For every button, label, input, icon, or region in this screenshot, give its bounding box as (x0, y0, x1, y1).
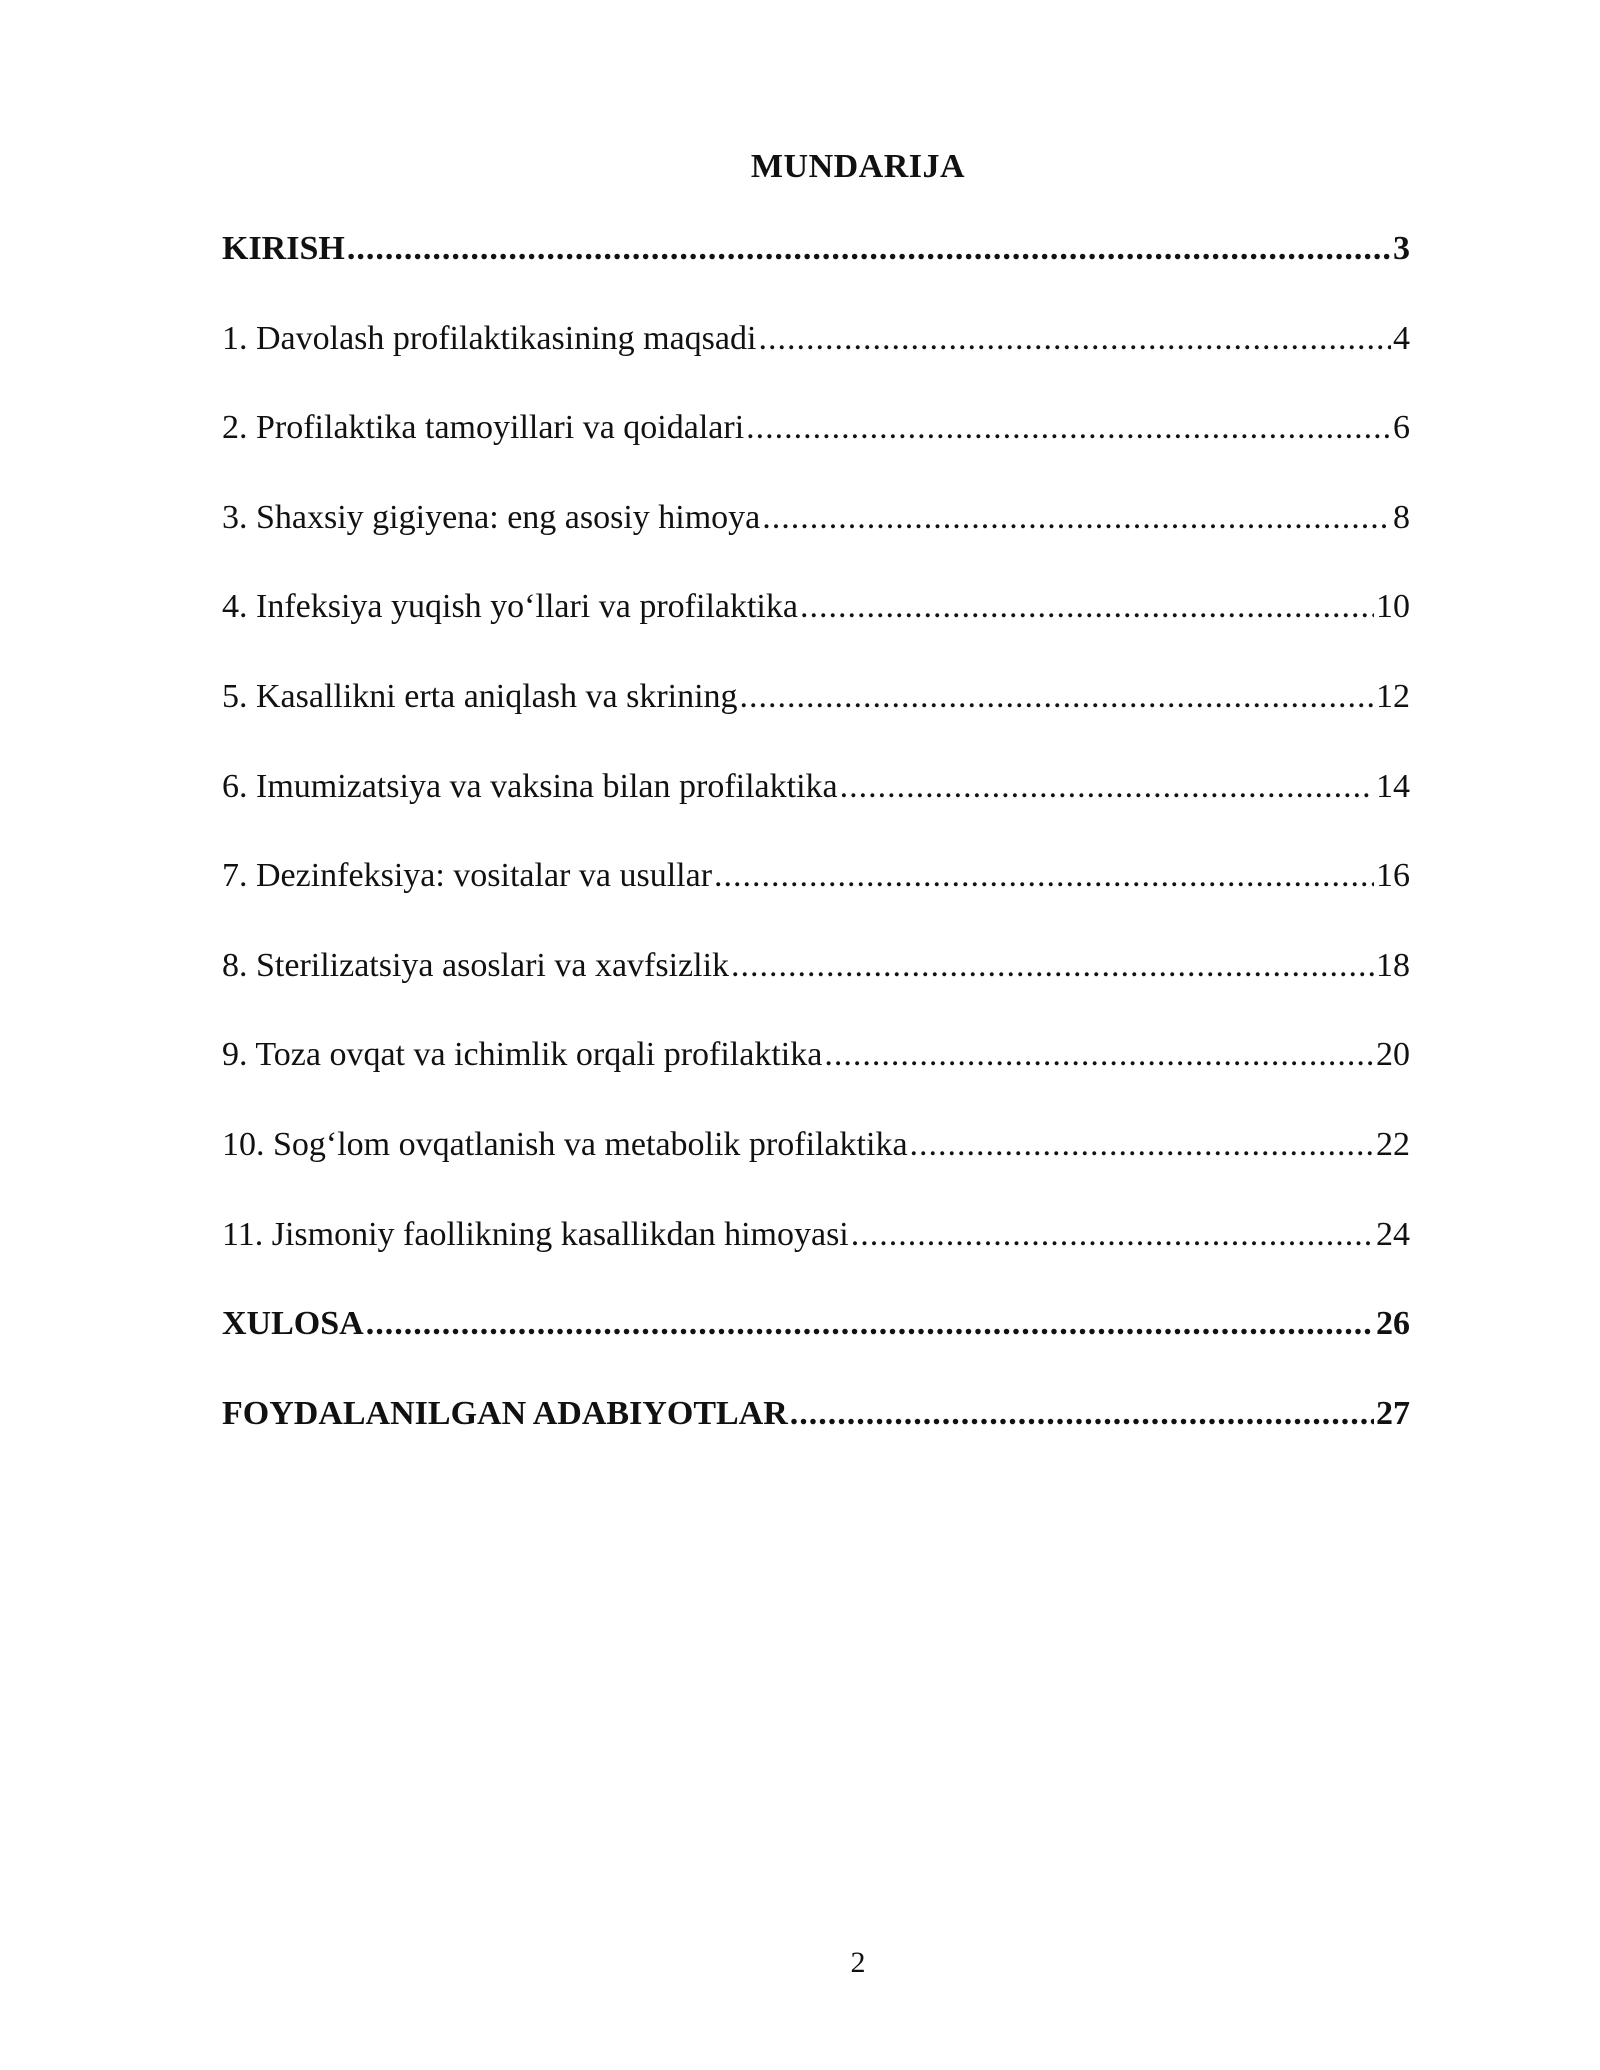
toc-entry-title: 1. Davolash profilaktikasining maqsadi (222, 319, 757, 357)
toc-page-number: 3 (1393, 230, 1410, 267)
toc-dot-leader (746, 402, 1391, 454)
toc-entry-title: 4. Infeksiya yuqish yo‘llari va profilaktika (222, 588, 798, 626)
toc-entry-title: 7. Dezinfeksiya: vositalar va usullar (222, 857, 713, 895)
toc-dot-leader (840, 761, 1374, 813)
toc-dot-leader (790, 1388, 1374, 1440)
toc-entry-title: 6. Imumizatsiya va vaksina bilan profilaktika (222, 767, 838, 805)
toc-page-number: 14 (1376, 767, 1410, 805)
toc-dot-leader (366, 1298, 1374, 1350)
toc-entry[interactable] (222, 1119, 1410, 1209)
toc-page-number: 20 (1376, 1036, 1410, 1074)
toc-entry-title: KIRISH (222, 230, 345, 267)
toc-page-number: 24 (1376, 1215, 1410, 1253)
toc-dot-leader (347, 223, 1391, 275)
toc-entry[interactable] (222, 850, 1410, 940)
toc-page-number: 18 (1376, 946, 1410, 984)
toc-dot-leader (800, 581, 1374, 633)
toc-page-number: 8 (1393, 498, 1410, 536)
toc-page-number: 6 (1393, 409, 1410, 447)
toc-page-number: 26 (1376, 1305, 1410, 1343)
toc-entry-title: 8. Sterilizatsiya asoslari va xavfsizlik (222, 946, 730, 984)
toc-page-number: 27 (1376, 1394, 1410, 1432)
toc-dot-leader (714, 850, 1374, 902)
toc-dot-leader (762, 492, 1391, 544)
toc-dot-leader (910, 1119, 1374, 1171)
table-of-contents (222, 223, 1410, 1477)
toc-entry[interactable] (222, 313, 1410, 403)
toc-entry[interactable] (222, 1388, 1410, 1478)
toc-page-number: 4 (1393, 319, 1410, 357)
toc-entry-title: 9. Toza ovqat va ichimlik orqali profilaktika (222, 1036, 823, 1074)
toc-entry[interactable] (222, 1209, 1410, 1299)
toc-dot-leader (824, 1029, 1374, 1081)
toc-entry[interactable] (222, 581, 1410, 671)
toc-entry[interactable] (222, 1029, 1410, 1119)
toc-page-number: 10 (1376, 588, 1410, 626)
toc-entry[interactable] (222, 761, 1410, 851)
toc-entry[interactable] (222, 402, 1410, 492)
toc-entry[interactable] (222, 1298, 1410, 1388)
toc-entry[interactable] (222, 223, 1410, 313)
toc-dot-leader (731, 940, 1374, 992)
toc-dot-leader (740, 671, 1374, 723)
toc-dot-leader (851, 1209, 1374, 1261)
toc-entry[interactable] (222, 492, 1410, 582)
toc-entry-title: 10. Sog‘lom ovqatlanish va metabolik profilaktika (222, 1125, 908, 1163)
toc-entry-title: 3. Shaxsiy gigiyena: eng asosiy himoya (222, 498, 761, 536)
toc-entry-title: XULOSA (222, 1305, 364, 1343)
toc-entry-title: FOYDALANILGAN ADABIYOTLAR (222, 1394, 788, 1432)
toc-entry-title: 5. Kasallikni erta aniqlash va skrining (222, 677, 738, 715)
page-title: MUNDARIJA (750, 148, 966, 185)
toc-page-number: 16 (1376, 857, 1410, 895)
toc-entry[interactable] (222, 671, 1410, 761)
toc-entry-title: 2. Profilaktika tamoyillari va qoidalari (222, 409, 745, 447)
toc-page-number: 22 (1376, 1125, 1410, 1163)
toc-page-number: 12 (1376, 677, 1410, 715)
page-number: 2 (850, 1946, 866, 1979)
toc-dot-leader (758, 313, 1391, 365)
toc-entry-title: 11. Jismoniy faollikning kasallikdan himoyasi (222, 1215, 849, 1253)
toc-entry[interactable] (222, 940, 1410, 1030)
